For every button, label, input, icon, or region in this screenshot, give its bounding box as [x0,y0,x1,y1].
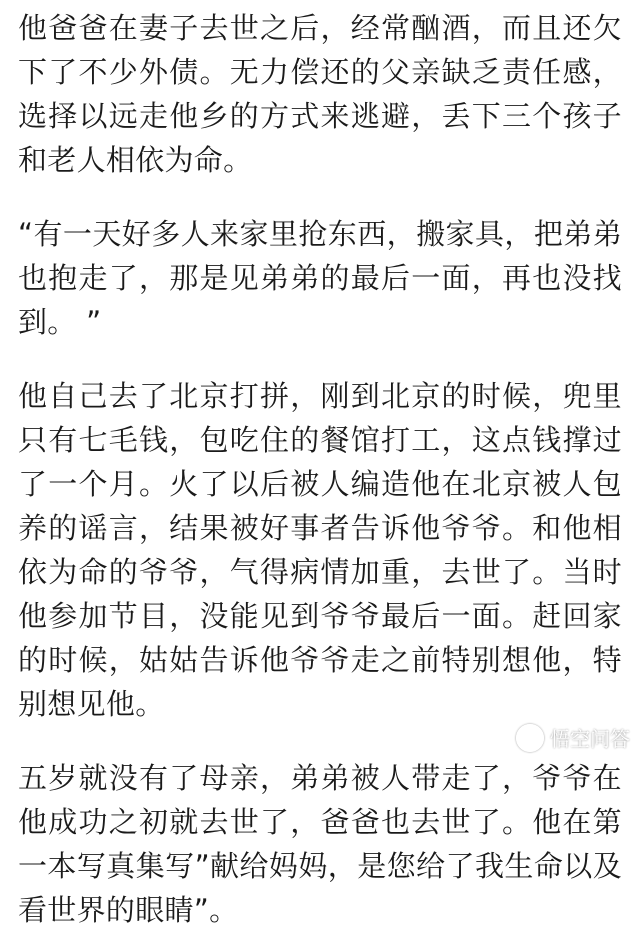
wukong-logo-icon [516,724,544,752]
paragraph-2: “有一天好多人来家里抢东西，搬家具，把弟弟也抱走了，那是见弟弟的最后一面，再也没找到。 ” [18,217,622,339]
paragraph-4: 五岁就没有了母亲，弟弟被人带走了，爷爷在他成功之初就去世了，爸爸也去世了。他在第一本写真集写”献给妈妈，是您给了我生命以及看世界的眼睛”。 [18,761,622,927]
paragraph-1: 他爸爸在妻子去世之后，经常酗酒，而且还欠下了不少外债。无力偿还的父亲缺乏责任感，选择以远走他乡的方式来逃避，丢下三个孩子和老人相依为命。 [18,11,622,177]
article-body [18,6,622,932]
watermark [516,723,630,752]
watermark-text: 悟空问答 [550,727,630,751]
paragraph-3: 他自己去了北京打拼，刚到北京的时候，兜里只有七毛钱，包吃住的餐馆打工，这点钱撑过了一个月。火了以后被人编造他在北京被人包养的谣言，结果被好事者告诉他爷爷。和他相依为命的爷爷，气得病情加重，去世了。当时他参加节目，没能见到爷爷最后一面。赶回家的时候，姑姑告诉他爷爷走之前特别想他，特别想见他。 [18,379,622,721]
